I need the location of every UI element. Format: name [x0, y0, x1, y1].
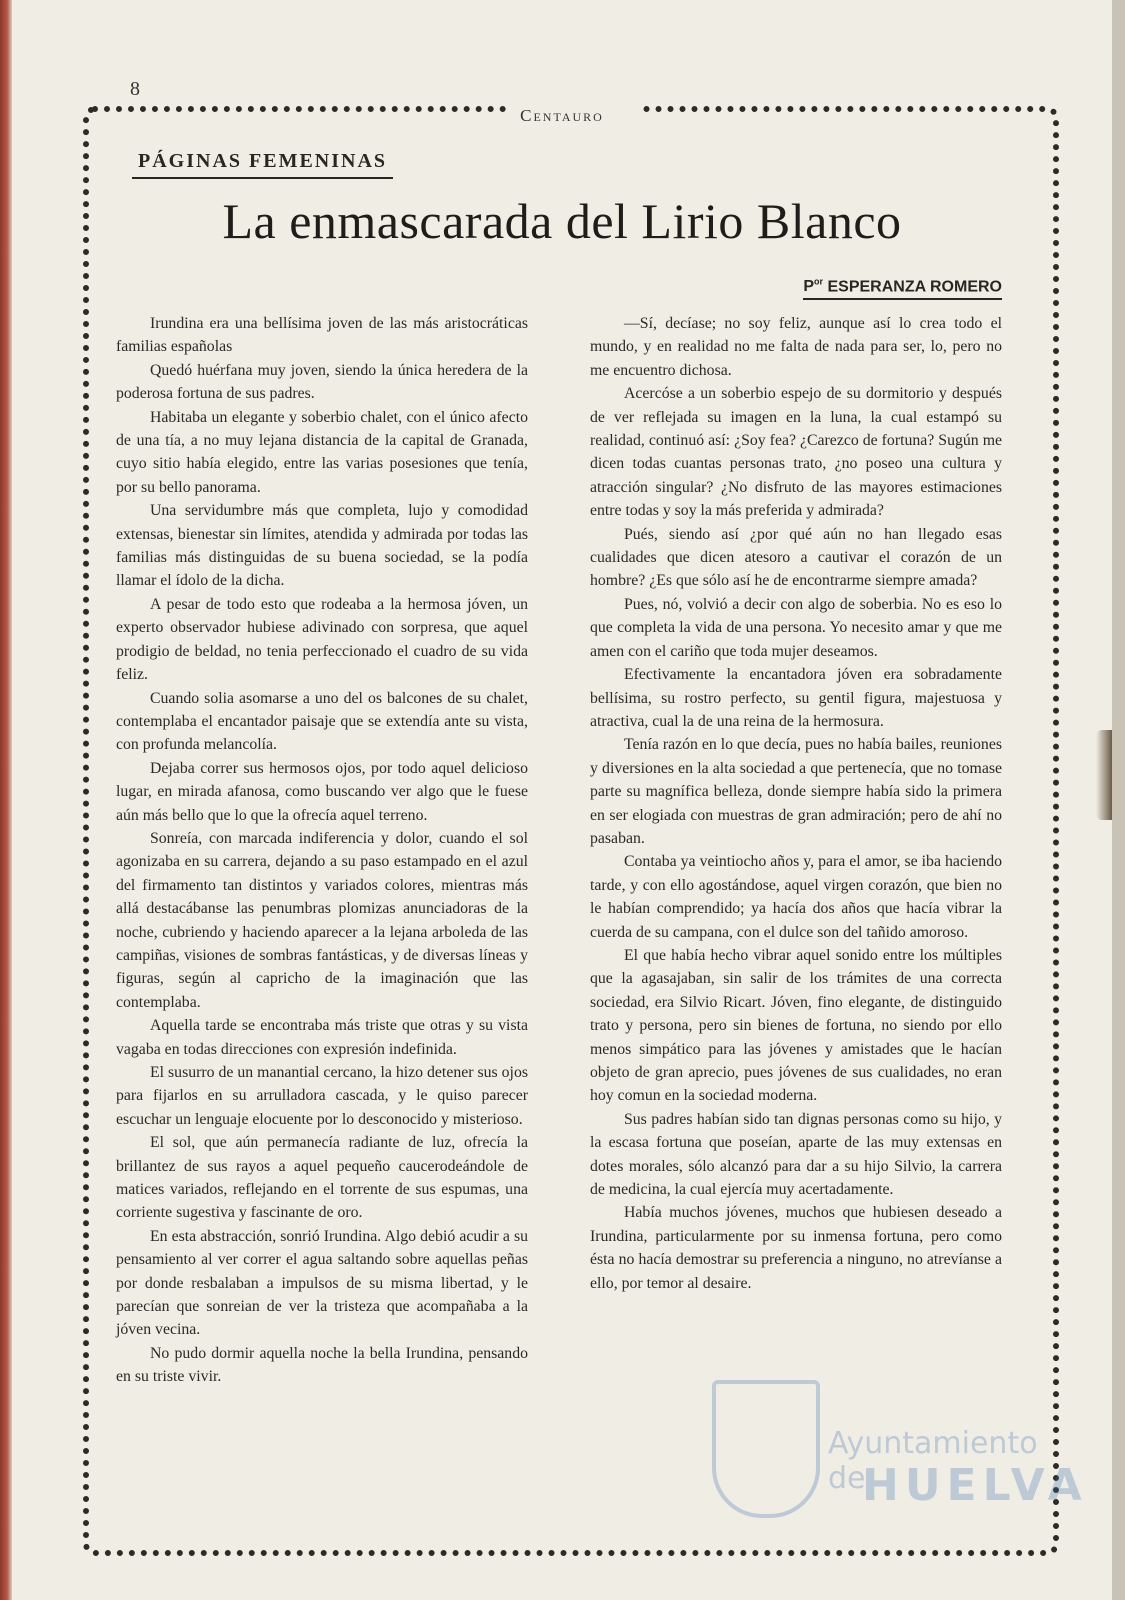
paragraph: Efectivamente la encantadora jóven era sobradamente bellísima, su rostro perfecto, su gentil figura, majestuosa y atractiva, cual la de una reina de la hermosura.	[590, 666, 1002, 730]
watermark-line1: Ayuntamiento de	[828, 1426, 1038, 1496]
paragraph: Sonreía, con marcada indiferencia y dolor, cuando el sol agonizaba en su carrera, dejando a su paso estampado en el azul del firmamento tan distintos y variados colores, mientras más allá destacábanse las penumbras plomizas anunciadoras de la noche, cubriendo y haciendo aparecer a la lejana arboleda de las campiñas, visiones de sombras fantásticas, y de diversas líneas y figuras, según al capricho de la imaginación que las contemplaba.	[116, 829, 528, 1011]
byline-prefix: $P^{or}$	[803, 277, 824, 296]
paragraph: Pues, nó, volvió a decir con algo de soberbia. No es eso lo que completa la vida de una persona. Yo necesito amar y que me amen con el cariño que toda mujer deseamos.	[590, 595, 1002, 660]
paragraph: Pués, siendo así ¿por qué aún no han llegado esas cualidades que dicen atesoro a cautivar el corazón de un hombre? ¿Es que sólo así he de encontrarme siempre amada?	[590, 525, 1002, 590]
running-head: Centauro	[520, 106, 604, 125]
paragraph: Dejaba correr sus hermosos ojos, por todo aquel delicioso lugar, en mirada afanosa, como buscando ver algo que le fuese aún más bello que lo que la ofrecía aquel terreno.	[116, 759, 528, 824]
paragraph: Cuando solia asomarse a uno del os balcones de su chalet, contemplaba el encantador paisaje que se extendía ante su vista, con profunda melancolía.	[116, 689, 528, 754]
paragraph: No pudo dormir aquella noche la bella Irundina, pensando en su triste vivir.	[116, 1344, 528, 1386]
paragraph: Sus padres habían sido tan dignas personas como su hijo, y la escasa fortuna que poseían, aparte de las muy extensas en dotes morales, sólo alcanzó para dar a su hijo Silvio, la carrera de medicina, la cual ejercía muy acertadamente.	[590, 1110, 1002, 1199]
magazine-page	[12, 0, 1112, 1600]
paragraph: Acercóse a un soberbio espejo de su dormitorio y después de ver reflejada su imagen en la luna, la cual estampó su realidad, continuó así: ¿Soy fea? ¿Carezco de fortuna? Sugún me dicen todas cuantas personas trato, ¿no poseo una cultura y atracción singular? ¿No disfruto de las mayores estimaciones entre todas y soy la más preferida y admirada?	[590, 385, 1002, 520]
page-edge-tear	[1096, 730, 1112, 820]
paragraph: En esta abstracción, sonrió Irundina. Algo debió acudir a su pensamiento al ver correr el agua saltando sobre aquellas peñas por donde resbalaban a impulsos de su misma libertad, y le parecían que sonreian de ver la tristeza que acompañaba a la jóven vecina.	[116, 1227, 528, 1339]
paragraph: Habitaba un elegante y soberbio chalet, con el único afecto de una tía, a no muy lejana distancia de la capital de Granada, cuyo sitio había elegido, entre las varias posesiones que tenía, por su bello panorama.	[116, 408, 528, 496]
section-label: PÁGINAS FEMENINAS	[132, 150, 393, 179]
right-column	[590, 312, 1002, 1295]
paragraph: El que había hecho vibrar aquel sonido entre los múltiples que la agasajaban, sin salir de los trámites de una correcta sociedad, era Silvio Ricart. Jóven, fino elegante, de distinguido trato y persona, pero sin bienes de fortuna, no siendo por ello menos simpático para las jóvenes y amistades que le hacían objeto de gran aprecio, pues jóvenes de sus cualidades, no eran hoy comun en la sociedad moderna.	[590, 946, 1002, 1105]
paragraph: Contaba ya veintiocho años y, para el amor, se iba haciendo tarde, y con ello agostándose, aquel virgen corazón, que bien no le habían comprendido; ya hacía dos años que hacía vibrar la cuerda de su campana, con el dulce son del tañido amoroso.	[590, 853, 1002, 941]
paragraph: Había muchos jóvenes, muchos que hubiesen deseado a Irundina, particularmente por su inmensa fortuna, pero como ésta no hacía demostrar su preferencia a ninguno, no atrevíanse a ello, por temor al desaire.	[590, 1204, 1002, 1292]
red-spine-edge	[0, 0, 12, 1600]
page-number: 8	[130, 78, 140, 100]
paragraph: El sol, que aún permanecía radiante de luz, ofrecía la brillantez de sus rayos a aquel pequeño caucerodeándole de matices variados, reflejando en el torrente de sus espumas, una corriente sugestiva y fascinante de oro.	[116, 1134, 528, 1222]
paragraph: —Sí, decíase; no soy feliz, aunque así lo crea todo el mundo, y en realidad no me falta de nada para ser, lo, pero no me encuentro dichosa.	[590, 315, 1002, 379]
paragraph: Irundina era una bellísima joven de las más aristocráticas familias españolas	[116, 315, 528, 356]
paragraph: Una servidumbre más que completa, lujo y comodidad extensas, bienestar sin límites, atendida y admirada por todas las familias más distinguidas de su buena sociedad, se la podía llamar el ídolo de la dicha.	[116, 502, 528, 590]
left-column	[116, 312, 528, 1389]
paragraph: A pesar de todo esto que rodeaba a la hermosa jóven, un experto observador hubiese adivinado con sorpresa, que aquel prodigio de beldad, no tenia perfeccionado el cuadro de su vida feliz.	[116, 595, 528, 684]
byline-author: ESPERANZA ROMERO	[827, 278, 1002, 296]
paragraph: El susurro de un manantial cercano, la hizo detener sus ojos para fijarlos en su arrulladora cascada, y le quiso parecer escuchar un lenguaje elocuente por lo desconocido y misterioso.	[116, 1064, 528, 1128]
paragraph: Aquella tarde se encontraba más triste que otras y su vista vagaba en todas direcciones con expresión indefinida.	[116, 1017, 528, 1058]
paragraph: Tenía razón en lo que decía, pues no había bailes, reuniones y diversiones en la alta sociedad a que pertenecía, que no tomase parte su magnífica belleza, donde siempre había sido la primera en ser elogiada con muestras de gran admiración; pero de ahí no pasaban.	[590, 736, 1002, 847]
paragraph: Quedó huérfana muy joven, siendo la única heredera de la poderosa fortuna de sus padres.	[116, 361, 528, 403]
byline	[803, 277, 1002, 300]
article-title: La enmascarada del Lirio Blanco	[222, 193, 902, 249]
watermark-line2: HUELVA	[862, 1460, 1088, 1511]
